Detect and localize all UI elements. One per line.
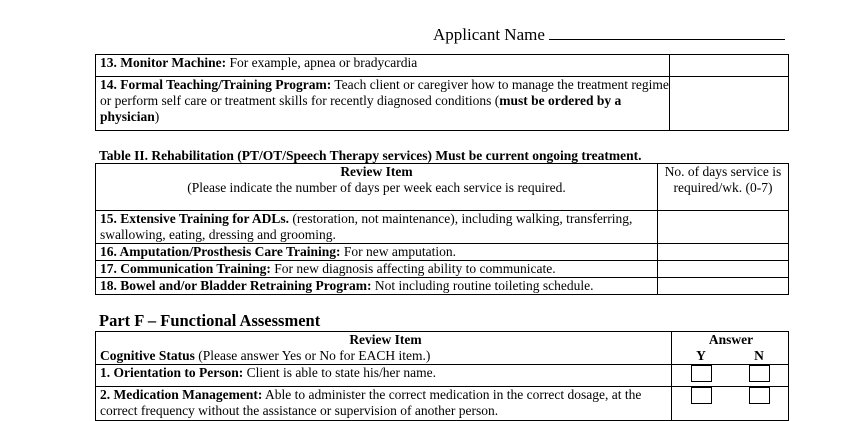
review-item-sub: (Please indicate the number of days per week each service is required. bbox=[187, 180, 566, 195]
table-row bbox=[96, 387, 789, 421]
row-16 bbox=[96, 244, 658, 261]
row-17 bbox=[96, 261, 658, 278]
table-functional-assessment bbox=[95, 331, 789, 421]
row-f2-n-cell bbox=[730, 387, 789, 421]
row-f1-title: 1. Orientation to Person: bbox=[100, 365, 244, 380]
table2-caption: Table II. Rehabilitation (PT/OT/Speech Therapy services) Must be current ongoing treatment. bbox=[99, 148, 642, 163]
row-13 bbox=[96, 55, 670, 77]
row-f1-yes-checkbox[interactable] bbox=[691, 365, 712, 382]
row-18-text: Not including routine toileting schedule. bbox=[371, 278, 594, 293]
row-14-end: ) bbox=[154, 109, 160, 124]
row-15 bbox=[96, 211, 658, 244]
row-18-input[interactable] bbox=[658, 278, 789, 295]
answer-yes-label: Y bbox=[696, 348, 706, 363]
cognitive-status-title: Cognitive Status bbox=[100, 348, 195, 363]
row-14-text: Teach client or caregiver how to manage the treatment regime or perform self care or treatment skills for recently diagnosed conditions ( bbox=[100, 77, 669, 108]
table-header-row bbox=[96, 332, 789, 365]
days-header: No. of days service is required/wk. (0-7) bbox=[658, 164, 789, 211]
row-14 bbox=[96, 77, 670, 131]
table-row bbox=[96, 244, 789, 261]
row-f1-text: Client is able to state his/her name. bbox=[243, 365, 436, 380]
cognitive-status-text: (Please answer Yes or No for EACH item.) bbox=[194, 348, 431, 363]
row-18-title: 18. Bowel and/or Bladder Retraining Program: bbox=[100, 278, 372, 293]
row-f2-text: Able to administer the correct medication in the correct dosage, at the correct frequency without the assistance or supervision of another person. bbox=[100, 387, 642, 418]
partf-review-item: Review Item bbox=[349, 332, 422, 347]
row-16-text: For new amputation. bbox=[340, 244, 457, 259]
row-f2 bbox=[96, 387, 672, 421]
answer-label: Answer bbox=[708, 332, 754, 347]
applicant-name-field[interactable] bbox=[549, 25, 785, 40]
row-17-input[interactable] bbox=[658, 261, 789, 278]
row-17-text: For new diagnosis affecting ability to communicate. bbox=[270, 261, 556, 276]
applicant-name-label-row bbox=[433, 25, 785, 45]
table-row bbox=[96, 365, 789, 387]
row-15-text: (restoration, not maintenance), including walking, transferring, swallowing, eating, dressing and grooming. bbox=[100, 211, 633, 242]
part-f-title: Part F – Functional Assessment bbox=[99, 311, 321, 330]
row-13-text: For example, apnea or bradycardia bbox=[226, 55, 418, 70]
cognitive-header bbox=[96, 332, 672, 365]
table-row bbox=[96, 278, 789, 295]
table-row bbox=[96, 211, 789, 244]
row-18 bbox=[96, 278, 658, 295]
row-14-bold: must be ordered by a physician bbox=[100, 93, 622, 124]
row-f2-no-checkbox[interactable] bbox=[749, 387, 770, 404]
row-f2-title: 2. Medication Management: bbox=[100, 387, 263, 402]
row-f1 bbox=[96, 365, 672, 387]
table-row bbox=[96, 261, 789, 278]
answer-no-label: N bbox=[754, 348, 764, 363]
review-item-title: Review Item bbox=[340, 164, 413, 179]
row-f2-yes-checkbox[interactable] bbox=[691, 387, 712, 404]
row-14-input[interactable] bbox=[670, 77, 789, 131]
row-16-title: 16. Amputation/Prosthesis Care Training: bbox=[100, 244, 341, 259]
row-14-title: 14. Formal Teaching/Training Program: bbox=[100, 77, 332, 92]
row-15-input[interactable] bbox=[658, 211, 789, 244]
row-f1-y-cell bbox=[672, 365, 731, 387]
row-17-title: 17. Communication Training: bbox=[100, 261, 271, 276]
row-f1-n-cell bbox=[730, 365, 789, 387]
applicant-name-label: Applicant Name bbox=[433, 25, 545, 44]
row-13-input[interactable] bbox=[670, 55, 789, 77]
table-row bbox=[96, 77, 789, 131]
row-f2-y-cell bbox=[672, 387, 731, 421]
row-16-input[interactable] bbox=[658, 244, 789, 261]
table-rehabilitation bbox=[95, 163, 789, 295]
table-header-row bbox=[96, 164, 789, 211]
table-row bbox=[96, 55, 789, 77]
review-item-header bbox=[96, 164, 658, 211]
row-13-title: 13. Monitor Machine: bbox=[100, 55, 227, 70]
table-treatments bbox=[95, 54, 789, 131]
row-f1-no-checkbox[interactable] bbox=[749, 365, 770, 382]
row-15-title: 15. Extensive Training for ADLs. bbox=[100, 211, 290, 226]
answer-y-header bbox=[672, 332, 754, 365]
